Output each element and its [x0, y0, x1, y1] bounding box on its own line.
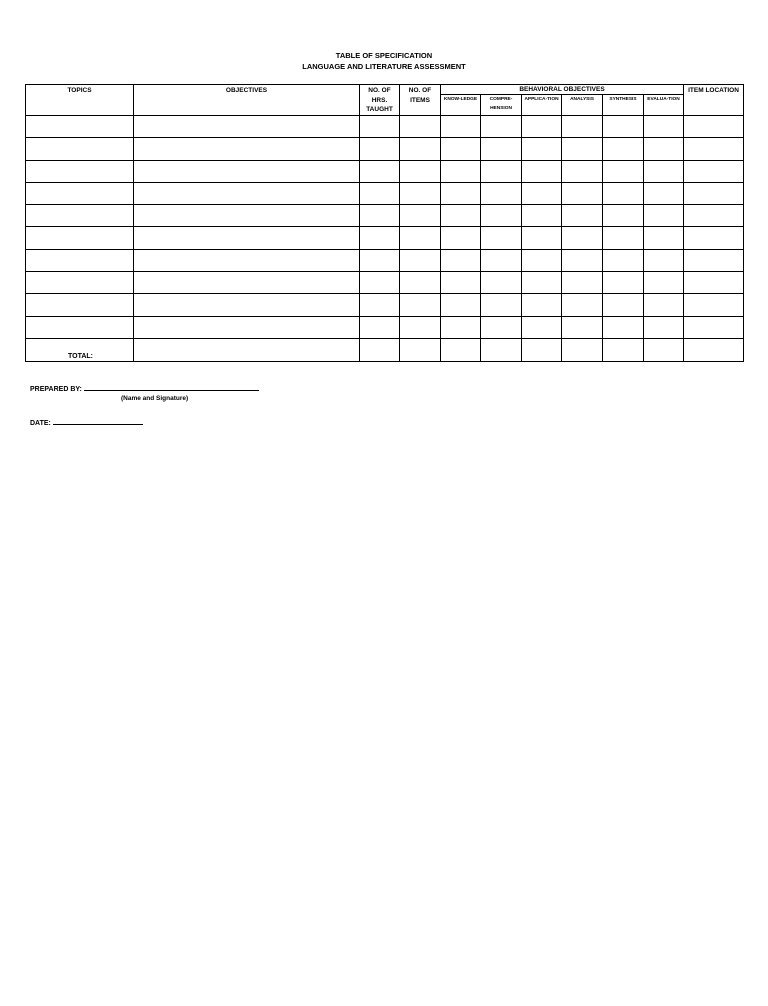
table-cell[interactable]	[26, 227, 134, 249]
total-row	[26, 338, 744, 361]
table-cell[interactable]	[562, 272, 603, 294]
table-cell[interactable]	[522, 249, 562, 271]
table-cell[interactable]	[644, 182, 684, 204]
table-row	[26, 294, 744, 316]
table-cell[interactable]	[26, 182, 134, 204]
table-cell[interactable]	[644, 160, 684, 182]
table-cell[interactable]	[522, 316, 562, 338]
table-cell[interactable]	[522, 272, 562, 294]
header-objectives: OBJECTIVES	[134, 85, 360, 116]
table-cell[interactable]	[134, 182, 360, 204]
table-cell[interactable]	[603, 116, 644, 138]
header-number-of-items: NO. OF ITEMS	[400, 85, 441, 116]
table-cell[interactable]	[400, 227, 441, 249]
table-row	[26, 249, 744, 271]
table-cell[interactable]	[603, 227, 644, 249]
table-cell[interactable]	[562, 205, 603, 227]
header-application: APPLICA-TION	[522, 95, 562, 116]
table-cell[interactable]	[481, 182, 522, 204]
table-cell[interactable]	[644, 249, 684, 271]
table-cell[interactable]	[360, 138, 400, 160]
table-cell[interactable]	[522, 182, 562, 204]
specification-table	[25, 84, 744, 362]
table-cell[interactable]	[522, 338, 562, 361]
table-cell[interactable]	[400, 205, 441, 227]
prepared-by-label: PREPARED BY:	[30, 386, 82, 393]
date-line	[30, 416, 143, 429]
table-cell[interactable]	[360, 294, 400, 316]
table-cell[interactable]	[400, 182, 441, 204]
table-cell[interactable]	[644, 227, 684, 249]
table-cell[interactable]	[562, 138, 603, 160]
table-row	[26, 182, 744, 204]
table-row	[26, 116, 744, 138]
table-cell[interactable]	[481, 138, 522, 160]
table-cell[interactable]	[26, 272, 134, 294]
header-analysis: ANALYSIS	[562, 95, 603, 116]
table-cell[interactable]	[481, 272, 522, 294]
header-comprehension: COMPRE-HENSION	[481, 95, 522, 116]
table-cell[interactable]	[481, 316, 522, 338]
document-title: TABLE OF SPECIFICATION	[335, 51, 433, 60]
table-cell[interactable]	[400, 316, 441, 338]
table-cell[interactable]	[644, 272, 684, 294]
table-cell[interactable]	[134, 205, 360, 227]
prepared-by-field[interactable]	[84, 382, 259, 391]
table-cell[interactable]	[400, 160, 441, 182]
date-field[interactable]	[53, 416, 143, 425]
table-cell[interactable]	[684, 116, 744, 138]
table-row	[26, 205, 744, 227]
table-cell[interactable]	[562, 249, 603, 271]
table-cell[interactable]	[603, 338, 644, 361]
table-cell[interactable]	[441, 316, 481, 338]
table-cell[interactable]	[644, 205, 684, 227]
table-cell[interactable]	[400, 338, 441, 361]
table-cell[interactable]	[644, 338, 684, 361]
table-cell[interactable]	[562, 227, 603, 249]
table-cell[interactable]	[360, 272, 400, 294]
table-cell[interactable]	[522, 160, 562, 182]
table-cell[interactable]	[562, 182, 603, 204]
header-topics: TOPICS	[26, 85, 134, 116]
table-cell[interactable]	[684, 294, 744, 316]
header-synthesis: SYNTHESIS	[603, 95, 644, 116]
header-item-location: ITEM LOCATION	[684, 85, 744, 116]
table-cell[interactable]	[603, 316, 644, 338]
table-cell[interactable]	[481, 116, 522, 138]
table-cell[interactable]	[522, 205, 562, 227]
table-cell[interactable]	[603, 272, 644, 294]
table-cell[interactable]	[522, 116, 562, 138]
table-cell[interactable]	[441, 205, 481, 227]
table-cell[interactable]	[134, 272, 360, 294]
table-cell[interactable]	[360, 316, 400, 338]
table-cell[interactable]	[441, 272, 481, 294]
table-body	[26, 116, 744, 362]
table-cell[interactable]	[684, 338, 744, 361]
table-row	[26, 227, 744, 249]
table-cell[interactable]	[441, 294, 481, 316]
table-row	[26, 138, 744, 160]
table-cell[interactable]	[441, 249, 481, 271]
table-cell[interactable]	[134, 338, 360, 361]
table-cell[interactable]	[481, 205, 522, 227]
table-cell[interactable]	[603, 205, 644, 227]
table-cell[interactable]	[441, 138, 481, 160]
document-subtitle: LANGUAGE AND LITERATURE ASSESSMENT	[302, 62, 466, 71]
table-cell[interactable]	[684, 272, 744, 294]
table-cell[interactable]	[441, 227, 481, 249]
table-row	[26, 160, 744, 182]
table-cell[interactable]	[26, 316, 134, 338]
table-cell[interactable]	[400, 116, 441, 138]
table-cell[interactable]	[134, 160, 360, 182]
table-cell[interactable]	[603, 182, 644, 204]
header-hours-taught: NO. OF HRS. TAUGHT	[360, 85, 400, 116]
table-cell[interactable]	[562, 338, 603, 361]
table-cell[interactable]	[26, 160, 134, 182]
table-cell[interactable]	[134, 138, 360, 160]
table-cell[interactable]	[134, 294, 360, 316]
table-cell[interactable]	[481, 294, 522, 316]
table-cell[interactable]	[360, 160, 400, 182]
table-cell[interactable]	[603, 294, 644, 316]
table-cell[interactable]	[562, 316, 603, 338]
table-cell[interactable]	[134, 227, 360, 249]
table-cell[interactable]	[603, 138, 644, 160]
table-cell[interactable]	[400, 294, 441, 316]
table-cell[interactable]	[441, 116, 481, 138]
table-row	[26, 316, 744, 338]
total-label: TOTAL:	[26, 338, 134, 361]
table-cell[interactable]	[684, 249, 744, 271]
table-cell[interactable]	[562, 294, 603, 316]
table-cell[interactable]	[481, 249, 522, 271]
table-cell[interactable]	[522, 294, 562, 316]
table-cell[interactable]	[684, 182, 744, 204]
table-cell[interactable]	[441, 182, 481, 204]
table-cell[interactable]	[481, 227, 522, 249]
table-cell[interactable]	[134, 249, 360, 271]
table-cell[interactable]	[400, 249, 441, 271]
header-knowledge: KNOW-LEDGE	[441, 95, 481, 116]
table-cell[interactable]	[603, 249, 644, 271]
table-cell[interactable]	[441, 338, 481, 361]
table-cell[interactable]	[400, 138, 441, 160]
header-evaluation: EVALUA-TION	[644, 95, 684, 116]
table-cell[interactable]	[26, 249, 134, 271]
table-cell[interactable]	[562, 160, 603, 182]
table-cell[interactable]	[684, 205, 744, 227]
table-cell[interactable]	[522, 138, 562, 160]
table-cell[interactable]	[360, 227, 400, 249]
table-cell[interactable]	[684, 138, 744, 160]
table-cell[interactable]	[26, 138, 134, 160]
table-cell[interactable]	[522, 227, 562, 249]
table-cell[interactable]	[26, 116, 134, 138]
header-behavioral-objectives: BEHAVIORAL OBJECTIVES	[441, 85, 684, 95]
table-cell[interactable]	[562, 116, 603, 138]
table-cell[interactable]	[400, 272, 441, 294]
date-label: DATE:	[30, 420, 51, 427]
table-cell[interactable]	[360, 249, 400, 271]
table-row	[26, 272, 744, 294]
table-cell[interactable]	[644, 316, 684, 338]
table-cell[interactable]	[684, 316, 744, 338]
table-cell[interactable]	[644, 294, 684, 316]
table-cell[interactable]	[644, 116, 684, 138]
table-cell[interactable]	[360, 116, 400, 138]
table-cell[interactable]	[360, 338, 400, 361]
signature-caption: (Name and Signature)	[121, 395, 189, 402]
table-cell[interactable]	[481, 160, 522, 182]
table-cell[interactable]	[360, 182, 400, 204]
table-cell[interactable]	[644, 138, 684, 160]
table-cell[interactable]	[360, 205, 400, 227]
table-cell[interactable]	[684, 160, 744, 182]
table-cell[interactable]	[603, 160, 644, 182]
table-cell[interactable]	[26, 294, 134, 316]
table-cell[interactable]	[684, 227, 744, 249]
table-cell[interactable]	[134, 316, 360, 338]
table-cell[interactable]	[134, 116, 360, 138]
table-cell[interactable]	[26, 205, 134, 227]
table-cell[interactable]	[441, 160, 481, 182]
table-cell[interactable]	[481, 338, 522, 361]
